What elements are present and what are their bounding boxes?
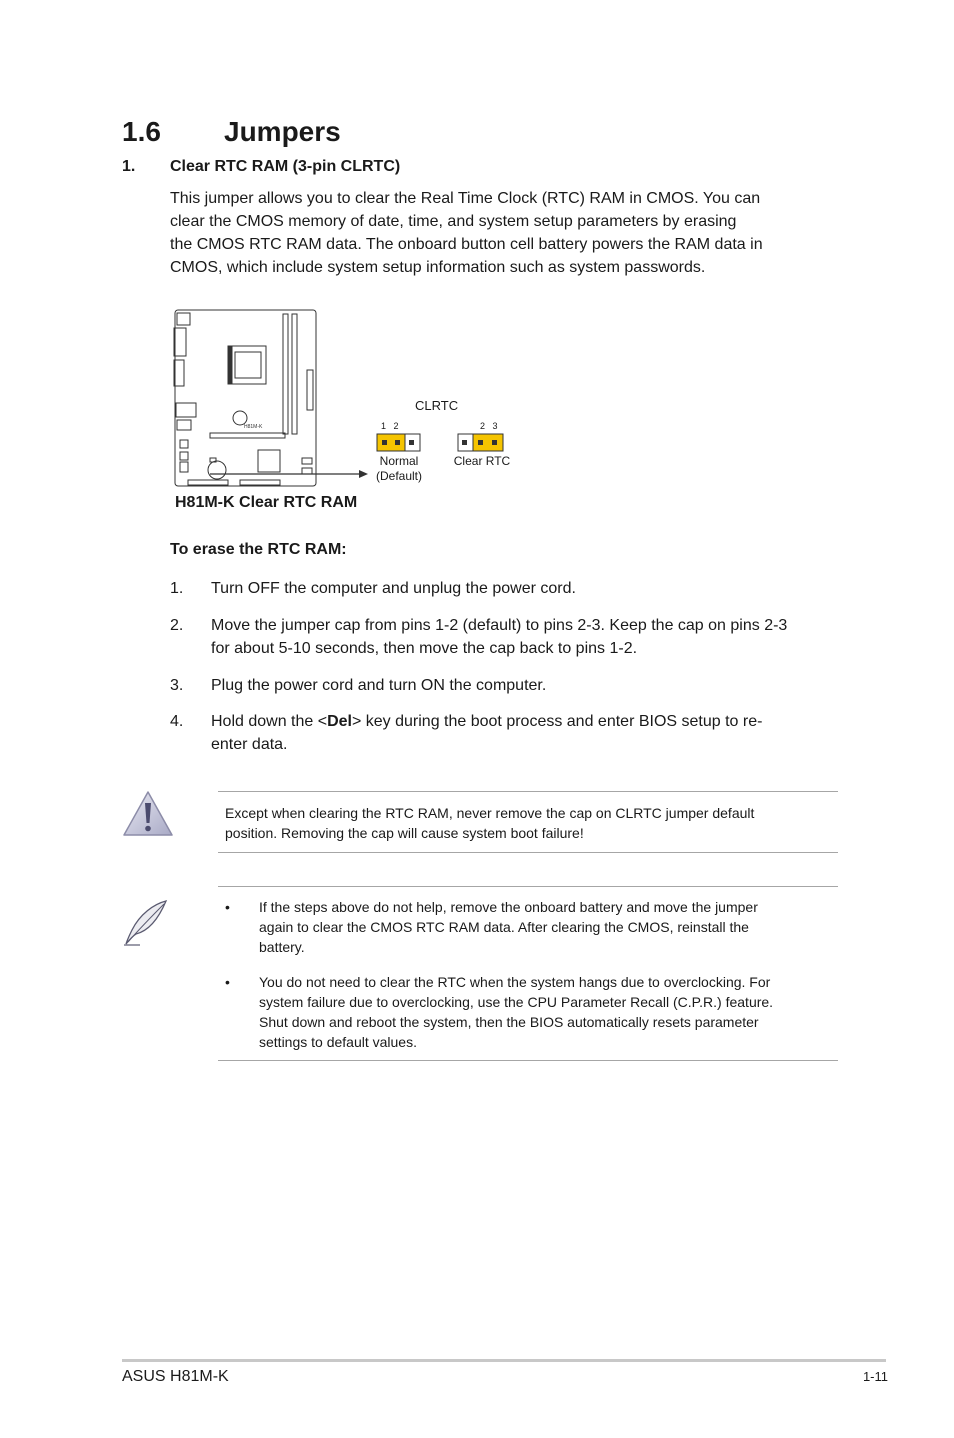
step <box>170 710 850 756</box>
footer-rule <box>122 1359 886 1362</box>
rear-io-port <box>176 403 196 417</box>
normal-label-line: (Default) <box>375 469 422 483</box>
jumper-cap <box>473 434 503 451</box>
step-number: 2. <box>170 617 184 634</box>
step-text <box>211 710 850 733</box>
warning-line: position. Removing the cap will cause system boot failure! <box>225 825 584 841</box>
note-line: battery. <box>259 939 305 955</box>
feather-pen-icon <box>120 898 172 948</box>
rear-io-port <box>180 440 188 448</box>
cpu-socket-inner <box>235 352 261 378</box>
step <box>170 577 850 600</box>
note-line: You do not need to clear the RTC when the system hangs due to overclocking. For <box>259 974 771 990</box>
pin-3 <box>492 440 497 445</box>
rear-io-port <box>174 328 186 356</box>
bullet-marker: • <box>225 974 230 990</box>
pcie-slot <box>210 433 285 438</box>
normal-label-line: Normal <box>379 454 419 468</box>
step-text: enter data. <box>211 736 288 753</box>
rear-io-port <box>180 452 188 460</box>
pins-clear-label: 2 3 <box>480 421 498 431</box>
warning-line: Except when clearing the RTC RAM, never remove the cap on CLRTC jumper default <box>225 805 755 821</box>
jumper-name-label: CLRTC <box>415 398 459 413</box>
item-title: Clear RTC RAM (3-pin CLRTC) <box>170 158 401 175</box>
note-bullet <box>225 897 815 957</box>
step-number: 1. <box>170 580 184 597</box>
note-line: system failure due to overclocking, use the CPU Parameter Recall (C.P.R.) feature. <box>259 994 774 1010</box>
note-top-rule <box>218 886 838 887</box>
erase-heading: To erase the RTC RAM: <box>170 541 347 558</box>
jumper-clear <box>458 434 503 451</box>
step <box>170 674 850 697</box>
intro-paragraph <box>170 187 830 279</box>
pin-3 <box>409 440 414 445</box>
bullet-marker: • <box>225 899 230 915</box>
warning-bottom-rule <box>218 852 838 853</box>
cmos-battery <box>208 461 226 479</box>
rear-io-port <box>177 420 191 430</box>
usb-header <box>240 480 280 485</box>
note-line: Shut down and reboot the system, then the BIOS automatically resets parameter <box>259 1014 759 1030</box>
jumper-cap <box>377 434 405 451</box>
step-text: Plug the power cord and turn ON the computer. <box>211 677 547 694</box>
pins-normal-label: 1 2 <box>381 421 399 431</box>
footer-product: ASUS H81M-K <box>122 1368 229 1385</box>
board-outline <box>175 310 316 486</box>
capacitor <box>233 411 247 425</box>
normal-label <box>364 454 434 484</box>
clear-rtc-label: Clear RTC <box>453 454 511 468</box>
sata-connector <box>302 468 312 474</box>
warning-top-rule <box>218 791 838 792</box>
step-text: Move the jumper cap from pins 1-2 (default) to pins 2-3. Keep the cap on pins 2-3 <box>211 617 788 634</box>
item-heading <box>122 158 400 176</box>
board-logo: H81M-K <box>244 424 263 430</box>
rear-io-port <box>177 313 190 325</box>
note-line: settings to default values. <box>259 1034 417 1050</box>
usb-header <box>188 480 228 485</box>
page-number: 1-11 <box>862 1369 888 1384</box>
section-number: 1.6 <box>122 116 161 147</box>
dimm-slot <box>283 314 288 434</box>
section-heading <box>122 116 341 148</box>
warning-text <box>225 803 815 843</box>
pin-2 <box>395 440 400 445</box>
section-title: Jumpers <box>224 116 341 147</box>
cpu-retention <box>228 346 232 384</box>
jumper-normal <box>377 434 420 451</box>
item-number: 1. <box>122 158 136 175</box>
note-bullet <box>225 972 815 1052</box>
step-number: 4. <box>170 713 184 730</box>
step-text: Turn OFF the computer and unplug the power cord. <box>211 580 576 597</box>
step-number: 3. <box>170 677 184 694</box>
atx-power-connector <box>307 370 313 410</box>
intro-line: clear the CMOS memory of date, time, and system setup parameters by erasing <box>170 213 737 230</box>
step-text: for about 5-10 seconds, then move the cap back to pins 1-2. <box>211 640 638 657</box>
sata-connector <box>302 458 312 464</box>
note-line: again to clear the CMOS RTC RAM data. After clearing the CMOS, reinstall the <box>259 919 749 935</box>
step <box>170 614 850 660</box>
step-text-post: > key during the boot process and enter BIOS setup to re- <box>351 713 763 730</box>
warning-triangle-icon <box>122 789 174 839</box>
pin-1 <box>382 440 387 445</box>
intro-line: the CMOS RTC RAM data. The onboard button cell battery powers the RAM data in <box>170 236 763 253</box>
step-text-pre: Hold down the < <box>211 713 328 730</box>
note-bottom-rule <box>218 1060 838 1061</box>
intro-line: CMOS, which include system setup information such as system passwords. <box>170 259 706 276</box>
note-line: If the steps above do not help, remove the onboard battery and move the jumper <box>259 899 758 915</box>
pin-2 <box>478 440 483 445</box>
diagram-caption: H81M-K Clear RTC RAM <box>175 494 358 511</box>
rear-io-port <box>180 462 188 472</box>
chipset <box>258 450 280 472</box>
key-name: Del <box>327 713 352 730</box>
pin-1 <box>462 440 467 445</box>
intro-line: This jumper allows you to clear the Real Time Clock (RTC) RAM in CMOS. You can <box>170 190 761 207</box>
dimm-slot <box>292 314 297 434</box>
